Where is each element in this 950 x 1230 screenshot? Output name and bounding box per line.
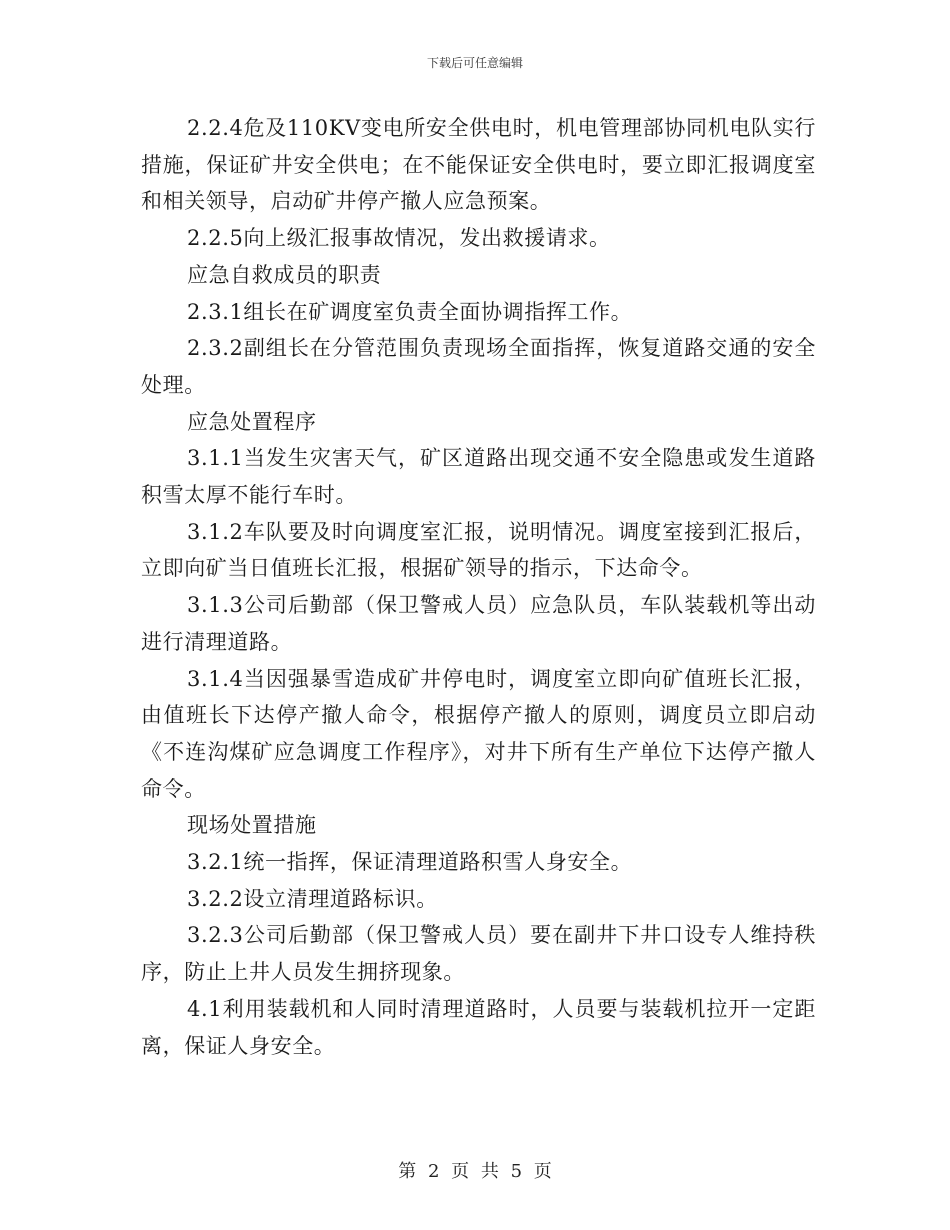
- paragraph-3-2-2: 3.2.2设立清理道路标识。: [187, 886, 438, 911]
- paragraph-3-2-1: 3.2.1统一指挥，保证清理道路积雪人身安全。: [187, 850, 633, 875]
- paragraph-3-1-2: 3.1.2车队要及时向调度室汇报，说明情况。调度室接到汇报后，立即向矿当日值班长汇报，根据矿领导的指示，下达命令。: [141, 519, 816, 581]
- paragraph-2-2-4: 2.2.4危及110KV变电所安全供电时，机电管理部协同机电队实行措施，保证矿井安全供电；在不能保证安全供电时，要立即汇报调度室和相关领导，启动矿井停产撤人应急预案。: [141, 116, 816, 214]
- section-heading-procedure: 应急处置程序: [187, 409, 317, 434]
- section-heading-onsite-measures: 现场处置措施: [187, 813, 317, 838]
- page-number-footer: 第 2 页 共 5 页: [398, 1161, 552, 1182]
- paragraph-3-1-4: 3.1.4当因强暴雪造成矿井停电时，调度室立即向矿值班长汇报，由值班长下达停产撤人命令，根据停产撤人的原则，调度员立即启动《不连沟煤矿应急调度工作程序》，对井下所有生产单位下达停产撤人命令。: [141, 666, 816, 801]
- page-header: 下载后可任意编辑: [426, 56, 523, 70]
- paragraph-4-1: 4.1利用装载机和人同时清理道路时，人员要与装载机拉开一定距离，保证人身安全。: [141, 996, 816, 1058]
- paragraph-2-3-1: 2.3.1组长在矿调度室负责全面协调指挥工作。: [187, 299, 633, 324]
- document-body: [141, 110, 816, 1064]
- paragraph-3-1-1: 3.1.1当发生灾害天气，矿区道路出现交通不安全隐患或发生道路积雪太厚不能行车时。: [141, 446, 816, 508]
- paragraph-3-1-3: 3.1.3公司后勤部（保卫警戒人员）应急队员，车队装载机等出动进行清理道路。: [141, 593, 816, 654]
- paragraph-3-2-3: 3.2.3公司后勤部（保卫警戒人员）要在副井下井口设专人维持秩序，防止上井人员发生拥挤现象。: [141, 923, 816, 985]
- paragraph-2-3-2: 2.3.2副组长在分管范围负责现场全面指挥，恢复道路交通的安全处理。: [141, 336, 816, 397]
- section-heading-duties: 应急自救成员的职责: [187, 262, 382, 287]
- paragraph-2-2-5: 2.2.5向上级汇报事故情况，发出救援请求。: [187, 226, 611, 251]
